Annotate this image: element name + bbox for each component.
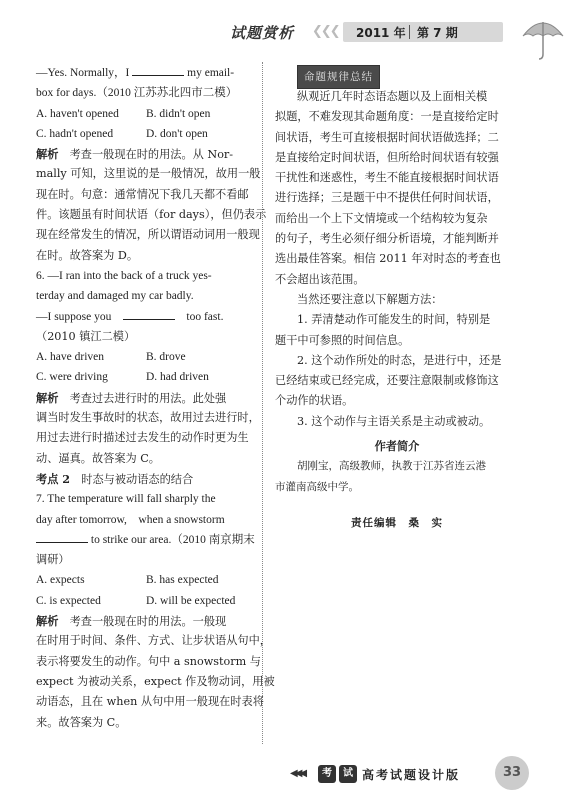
- umbrella-icon: [518, 14, 568, 64]
- q6-options-cd: [36, 367, 248, 387]
- q7-explanation-line: 解析 考查一般现在时的用法。一般现: [36, 614, 227, 629]
- explanation-label: 解析: [36, 614, 59, 629]
- summary-line: 进行选择；三是题干中不提供任何时间状语，: [275, 191, 499, 205]
- summary-tag: 命题规律总结: [297, 65, 380, 89]
- q7-options-cd: [36, 591, 248, 611]
- option-c: C. hadn't opened: [36, 127, 114, 140]
- q5-options-ab: [36, 104, 248, 124]
- chevrons-decoration: ❮❮❮: [312, 24, 339, 39]
- q5-options-cd: [36, 124, 248, 144]
- column-title: 试题赏析: [230, 24, 295, 42]
- q5-explanation-line: 现在时。句意：通常情况下我几天都不看邮: [36, 187, 249, 201]
- option-c: C. is expected: [36, 594, 101, 607]
- badge-kao: 考: [318, 765, 336, 783]
- q7-explanation-line: expect 为被动关系，expect 作及物动词，用被: [36, 674, 275, 688]
- method-line: 2. 这个动作所处的时态，是进行中，还是: [297, 353, 502, 367]
- q5-explanation-line: 在时。故答案为 D。: [36, 248, 139, 262]
- q7-line-4: 调研）: [36, 553, 70, 567]
- option-b: B. has expected: [146, 574, 219, 587]
- author-line: 市灌南高级中学。: [275, 480, 359, 493]
- q7-line-1: 7. The temperature will fall sharply the: [36, 493, 216, 506]
- q6-line: terday and damaged my car badly.: [36, 290, 194, 303]
- badge-shi: 试: [339, 765, 357, 783]
- summary-tag-row: [275, 63, 519, 87]
- method-line: 个动作的状语。: [275, 394, 354, 408]
- author-line: 胡刚宝，高级教师，执教于江苏省连云港: [297, 460, 486, 473]
- q7-options-ab: [36, 570, 248, 590]
- edition-label: 高考试题设计版: [362, 768, 461, 782]
- author-heading: 作者简介: [374, 439, 420, 454]
- kaodian-heading: 考点 2 时态与被动语态的结合: [36, 471, 194, 486]
- option-a: A. have driven: [36, 351, 105, 364]
- explanation-label: 解析: [36, 147, 59, 162]
- option-a: A. haven't opened: [36, 107, 119, 120]
- q7-explanation-line: 表示将要发生的动作。句中 a snowstorm 与: [36, 654, 261, 668]
- arrows-icon: ◀◀◀: [290, 768, 305, 779]
- q6-explanation-line: 动、逼真。故答案为 C。: [36, 451, 160, 465]
- summary-line: 选出最佳答案。相信 2011 年对时态的考查也: [275, 252, 501, 266]
- summary-line: 的句子，考生必须仔细分析语境，才能判断并: [275, 232, 499, 246]
- option-d: D. will be expected: [146, 594, 236, 607]
- summary-line: 是直接给定时间状语，但所给时间状语有较强: [275, 150, 499, 164]
- q5-explanation-line: 件。该题虽有时间状语（for days），但仍表示: [36, 208, 267, 222]
- method-line: 已经结束或已经完成，还要注意限制或修饰这: [275, 374, 499, 388]
- summary-line: 纵观近几年时态语态题以及上面相关模: [297, 90, 488, 103]
- page-footer: [290, 762, 530, 792]
- answer-blank: [132, 64, 184, 76]
- option-b: B. didn't open: [146, 107, 211, 120]
- method-intro: 当然还要注意以下解题方法：: [297, 292, 443, 306]
- answer-blank: [36, 531, 88, 543]
- summary-line: 干扰性和迷惑性，考生不能直接根据时间状语: [275, 171, 499, 185]
- q7-explanation-line: 动语态，且在 when 从句中用一般现在时表将: [36, 695, 264, 709]
- right-column: [275, 63, 519, 533]
- q6-line: 6. —I ran into the back of a truck yes-: [36, 269, 212, 282]
- issue-year: 2011 年: [356, 26, 406, 40]
- q6-options-ab: [36, 347, 248, 367]
- header-divider: [409, 25, 410, 39]
- left-column: [36, 63, 275, 733]
- method-line: 1. 弄清楚动作可能发生的时间，特别是: [297, 313, 491, 327]
- summary-line: 间状语，考生可直接根据时间状语做选择；二: [275, 130, 499, 144]
- page-number: 33: [495, 756, 529, 790]
- method-line: 题干中可参照的时间信息。: [275, 333, 410, 347]
- option-d: D. don't open: [146, 127, 208, 140]
- summary-line: 拟题，不难发现其命题角度：一是直接给定时: [275, 110, 499, 124]
- q5-explanation-line: mally 可知，这里说的是一般情况，故用一般: [36, 167, 261, 181]
- q7-explanation-line: 在时用于时间、条件、方式、让步状语从句中，: [36, 634, 271, 648]
- q6-line-3: —I suppose you too fast.: [36, 307, 248, 327]
- q5-line-1: —Yes. Normally，I my email-: [36, 63, 248, 83]
- q7-line-3: to strike our area.（2010 南京期末: [36, 530, 248, 550]
- issue-number: 第 7 期: [417, 26, 458, 40]
- q7-line-2: day after tomorrow, when a snowstorm: [36, 513, 225, 526]
- q6-explanation-line: 用过去进行时描述过去发生的动作时更为生: [36, 431, 249, 445]
- summary-line: 而给出一个上下文情境或一个结构较为复杂: [275, 211, 488, 225]
- answer-blank: [123, 308, 175, 320]
- option-b: B. drove: [146, 351, 186, 364]
- summary-line: 不会超出该范围。: [275, 272, 365, 286]
- option-d: D. had driven: [146, 371, 209, 384]
- explanation-label: 解析: [36, 390, 59, 405]
- option-c: C. were driving: [36, 371, 108, 384]
- editor-credit: 责任编辑 桑 实: [351, 516, 443, 529]
- q7-explanation-line: 来。故答案为 C。: [36, 715, 127, 729]
- q6-source: （2010 镇江二模）: [36, 329, 136, 343]
- method-line: 3. 这个动作与主语关系是主动或被动。: [297, 414, 491, 428]
- q6-explanation-line: 解析 考查过去进行时的用法。此处强: [36, 390, 227, 405]
- q5-explanation-line: 解析 考查一般现在时的用法。从 Nor-: [36, 147, 234, 162]
- q6-explanation-line: 调当时发生事故时的状态，故用过去进行时，: [36, 411, 260, 425]
- option-a: A. expects: [36, 574, 85, 587]
- q5-line-2: box for days.（2010 江苏苏北四市二模）: [36, 87, 238, 100]
- q5-explanation-line: 现在经常发生的情况，所以谓语动词用一般现: [36, 228, 260, 242]
- page-header: [228, 18, 568, 62]
